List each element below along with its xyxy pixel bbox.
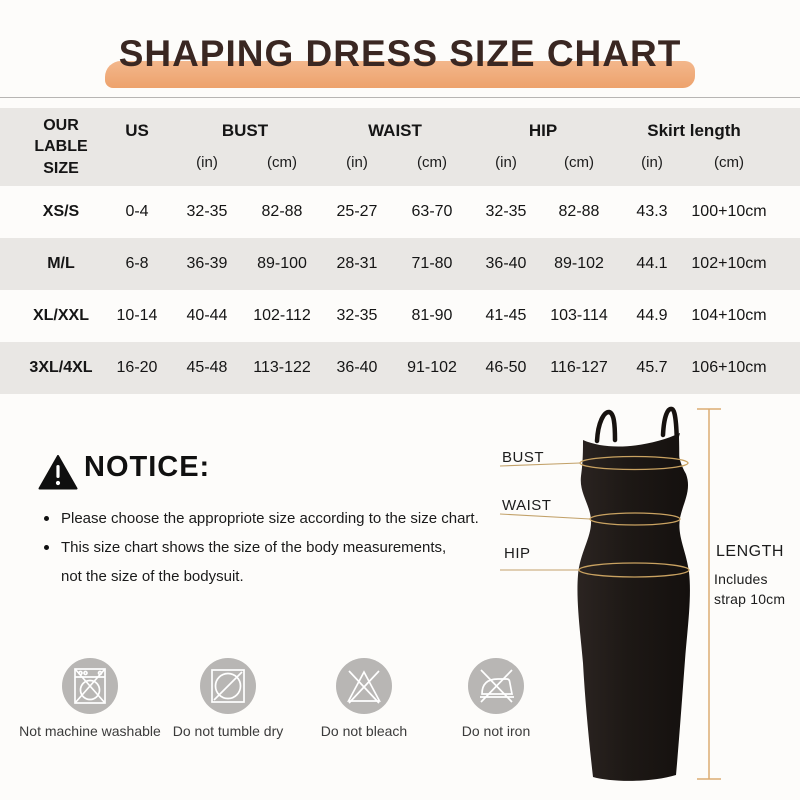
unit-waist-cm: (cm) (417, 154, 447, 171)
care-label: Do not tumble dry (172, 723, 284, 739)
cell-bust-in: 32-35 (186, 203, 228, 220)
col-header-skirt-length: Skirt length (647, 121, 741, 140)
cell-size: 3XL/4XL (29, 359, 93, 376)
cell-us: 0-4 (125, 203, 149, 220)
cell-skirt-cm: 104+10cm (691, 307, 767, 324)
table-row (0, 290, 800, 342)
unit-waist-in: (in) (346, 154, 368, 171)
no-tumble-dry-icon (200, 658, 256, 714)
cell-us: 16-20 (116, 359, 158, 376)
cell-us: 6-8 (125, 255, 149, 272)
hip-label: HIP (504, 545, 531, 562)
cell-bust-in: 45-48 (186, 359, 228, 376)
no-iron-icon (468, 658, 524, 714)
cell-size: XS/S (42, 203, 80, 220)
col-header-size: OUR LABLE SIZE (34, 116, 88, 177)
cell-hip-cm: 103-114 (550, 307, 608, 324)
bullet-dot-icon (44, 516, 49, 521)
cell-waist-cm: 81-90 (411, 307, 453, 324)
cell-skirt-cm: 100+10cm (691, 203, 767, 220)
cell-waist-in: 28-31 (336, 255, 378, 272)
cell-waist-in: 36-40 (336, 359, 378, 376)
care-item (408, 658, 584, 739)
cell-skirt-in: 44.1 (636, 255, 668, 272)
cell-skirt-in: 45.7 (636, 359, 668, 376)
care-label: Not machine washable (19, 723, 161, 739)
col-header-hip: HIP (528, 121, 558, 140)
care-label: Do not bleach (320, 723, 408, 739)
cell-hip-in: 32-35 (485, 203, 527, 220)
notice-bullet (44, 509, 479, 529)
notice-text: This size chart shows the size of the body measurements, (61, 539, 447, 556)
unit-skirt-in: (in) (641, 154, 663, 171)
notice-heading: NOTICE: (84, 451, 211, 483)
cell-bust-in: 36-39 (186, 255, 228, 272)
length-label: LENGTH (716, 543, 784, 560)
waist-label: WAIST (502, 497, 552, 514)
cell-skirt-in: 44.9 (636, 307, 668, 324)
unit-hip-cm: (cm) (564, 154, 594, 171)
unit-bust-in: (in) (196, 154, 218, 171)
unit-hip-in: (in) (495, 154, 517, 171)
table-row (0, 186, 800, 238)
no-machine-wash-icon (62, 658, 118, 714)
length-note: strap 10cm (714, 591, 786, 607)
table-row (0, 342, 800, 394)
bust-label: BUST (502, 449, 545, 466)
cell-size: XL/XXL (32, 307, 89, 324)
cell-waist-in: 32-35 (336, 307, 378, 324)
notice-bullet (44, 538, 446, 596)
length-note: Includes (714, 571, 768, 587)
cell-hip-in: 46-50 (485, 359, 527, 376)
cell-size: M/L (47, 255, 75, 272)
cell-skirt-cm: 102+10cm (691, 255, 767, 272)
size-chart-table (0, 108, 800, 394)
notice-text: Please choose the appropriote size according to the size chart. (61, 510, 479, 527)
col-header-bust: BUST (221, 121, 269, 140)
cell-hip-cm: 89-102 (554, 255, 604, 272)
bullet-dot-icon (44, 545, 49, 550)
col-header-waist: WAIST (368, 121, 422, 140)
cell-hip-cm: 82-88 (558, 203, 600, 220)
col-group-skirt-length (616, 108, 800, 186)
cell-waist-cm: 71-80 (411, 255, 453, 272)
warning-triangle-icon (38, 455, 78, 495)
cell-waist-cm: 63-70 (411, 203, 453, 220)
cell-bust-cm: 102-112 (253, 307, 311, 324)
notice-text: not the size of the bodysuit. (61, 568, 244, 585)
table-row (0, 238, 800, 290)
col-group-hip (470, 108, 616, 186)
cell-skirt-in: 43.3 (636, 203, 668, 220)
divider (0, 97, 800, 98)
unit-bust-cm: (cm) (267, 154, 297, 171)
cell-waist-cm: 91-102 (407, 359, 457, 376)
cell-bust-cm: 89-100 (257, 255, 307, 272)
unit-skirt-cm: (cm) (714, 154, 744, 171)
cell-us: 10-14 (116, 307, 158, 324)
col-group-waist (320, 108, 470, 186)
cell-hip-in: 36-40 (485, 255, 527, 272)
cell-skirt-cm: 106+10cm (691, 359, 767, 376)
cell-hip-in: 41-45 (485, 307, 527, 324)
care-label: Do not iron (461, 723, 531, 739)
table-header (0, 108, 800, 186)
cell-bust-cm: 113-122 (253, 359, 311, 376)
col-group-bust (170, 108, 320, 186)
cell-hip-cm: 116-127 (550, 359, 608, 376)
cell-bust-cm: 82-88 (261, 203, 303, 220)
col-header-us: US (125, 121, 149, 140)
cell-waist-in: 25-27 (336, 203, 378, 220)
page-title: SHAPING DRESS SIZE CHART (118, 33, 682, 74)
no-bleach-icon (336, 658, 392, 714)
cell-bust-in: 40-44 (186, 307, 228, 324)
